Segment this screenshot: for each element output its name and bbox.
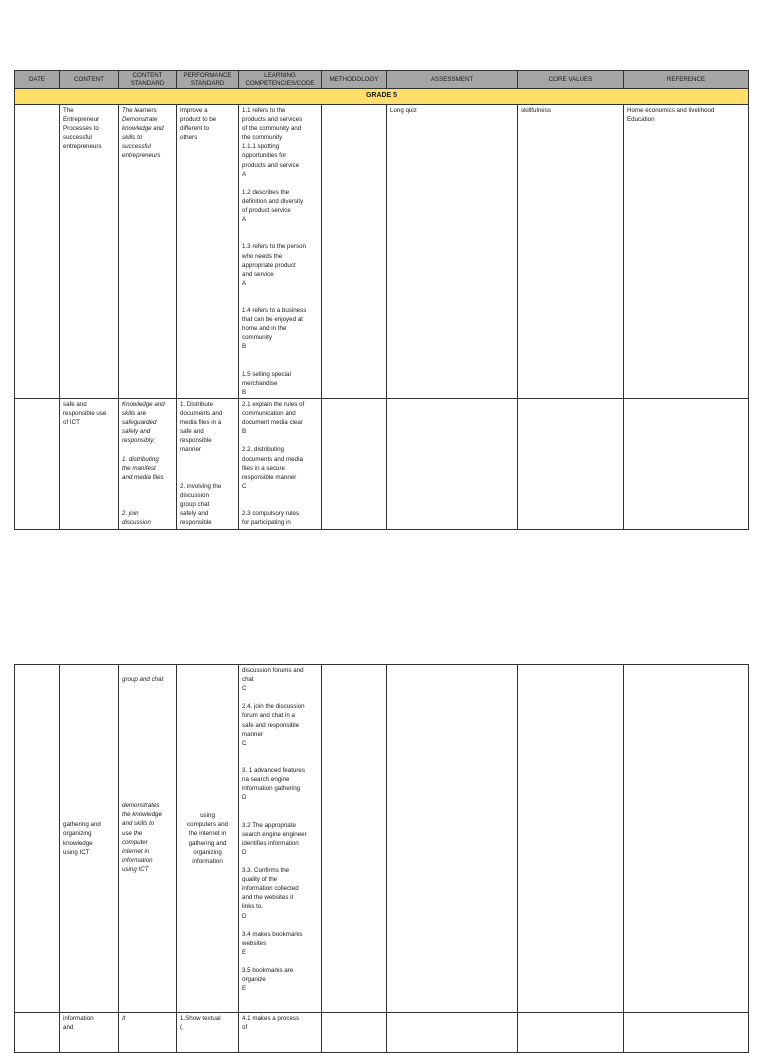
content-standard-main: demonstrates the knowledge and skills to use the computer internet in information using ICT — [122, 802, 162, 873]
content-standard-top: group and chat — [122, 676, 164, 684]
page-2-table — [14, 664, 748, 1053]
core-values-cell — [518, 1013, 624, 1053]
header-date: DATE — [15, 71, 60, 89]
table-row — [15, 399, 749, 530]
header-learning-competencies: LEARNING COMPETENCIES/CODE — [239, 71, 322, 89]
content-cell: gathering and organizing knowledge using ICT — [60, 665, 119, 1013]
methodology-cell — [322, 399, 387, 530]
assessment-cell — [387, 1013, 518, 1053]
competencies-cell: 4.1 makes a process of — [239, 1013, 322, 1053]
header-assessment: ASSESSMENT — [387, 71, 518, 89]
performance-standard-cell: 1. Distribute documents and media files in a safe and responsible manner 2. involving the discussion group chat safely and responsible — [177, 399, 239, 530]
content-cell: information and — [60, 1013, 119, 1053]
competencies-cell: discussion forums and chat C 2.4. join the discussion forum and chat in a safe and responsible manner C 3. 1 advanced features na search engine information gathering D 3.2 The appropriate search engine engineer identifies information D 3.3. Confirms the quality of the information collected and the websites it links to. D 3.4 makes bookmarks websites E 3.5 bookmarks are organize E — [239, 665, 322, 1013]
core-values-cell: skillfulness — [518, 105, 624, 399]
competencies-cell: 1.1 refers to the products and services of the community and the community 1.1.1 spotting opportunities for products and service A 1.2 describes the definition and diversity of product service A 1.3 refers to the person who needs the appropriate product and service A 1.4 refers to a business that can be enjoyed at home and in the community B 1.5 selling special merchandise B — [239, 105, 322, 399]
performance-standard-cell: Improve a product to be different to others — [177, 105, 239, 399]
content-cell: safe and responsible use of ICT — [60, 399, 119, 530]
date-cell — [15, 1013, 60, 1053]
reference-cell — [624, 399, 749, 530]
content-standard-cell: It — [119, 1013, 177, 1053]
grade-row — [15, 89, 749, 105]
date-cell — [15, 665, 60, 1013]
header-row — [15, 71, 749, 89]
assessment-cell — [387, 665, 518, 1013]
reference-cell — [624, 1013, 749, 1053]
header-performance-standard: PERFORMANCE STANDARD — [177, 71, 239, 89]
date-cell — [15, 105, 60, 399]
content-cell: The Entrepreneur Processes to successful entrepreneurs — [60, 105, 119, 399]
content-standard-cell — [119, 665, 177, 1013]
date-cell — [15, 399, 60, 530]
performance-standard-cell: 1.Show textual (. — [177, 1013, 239, 1053]
core-values-cell — [518, 399, 624, 530]
competencies-cell: 2.1 explain the rules of communication and document media clear B 2.2. distributing documents and media files in a secure responsible manner C 2.3 compulsory rules for participating in — [239, 399, 322, 530]
performance-standard-cell: using computers and the internet in gathering and organizing information — [177, 665, 239, 1013]
grade-label: GRADE 5 — [15, 89, 749, 105]
content-standard-cell: The learners Demonstrate knowledge and skills to successful entrepreneurs — [119, 105, 177, 399]
assessment-cell: Long quiz — [387, 105, 518, 399]
content-standard-cell: Knowledge and skills are safeguarded safely and responsibly; 1. distributing the manifest and media files 2. join discussion — [119, 399, 177, 530]
core-values-cell — [518, 665, 624, 1013]
methodology-cell — [322, 665, 387, 1013]
table-row — [15, 1013, 749, 1053]
curriculum-table-page-1 — [14, 70, 749, 530]
curriculum-table-page-2 — [14, 664, 749, 1053]
table-row — [15, 665, 749, 1013]
header-core-values: CORE VALUES — [518, 71, 624, 89]
header-reference: REFERENCE — [624, 71, 749, 89]
page-1-table — [14, 70, 748, 530]
reference-cell: Home economics and livelihood Education — [624, 105, 749, 399]
header-content: CONTENT — [60, 71, 119, 89]
assessment-cell — [387, 399, 518, 530]
methodology-cell — [322, 105, 387, 399]
methodology-cell — [322, 1013, 387, 1053]
table-row — [15, 105, 749, 399]
header-methodology: METHODOLOGY — [322, 71, 387, 89]
reference-cell — [624, 665, 749, 1013]
header-content-standard: CONTENT STANDARD — [119, 71, 177, 89]
